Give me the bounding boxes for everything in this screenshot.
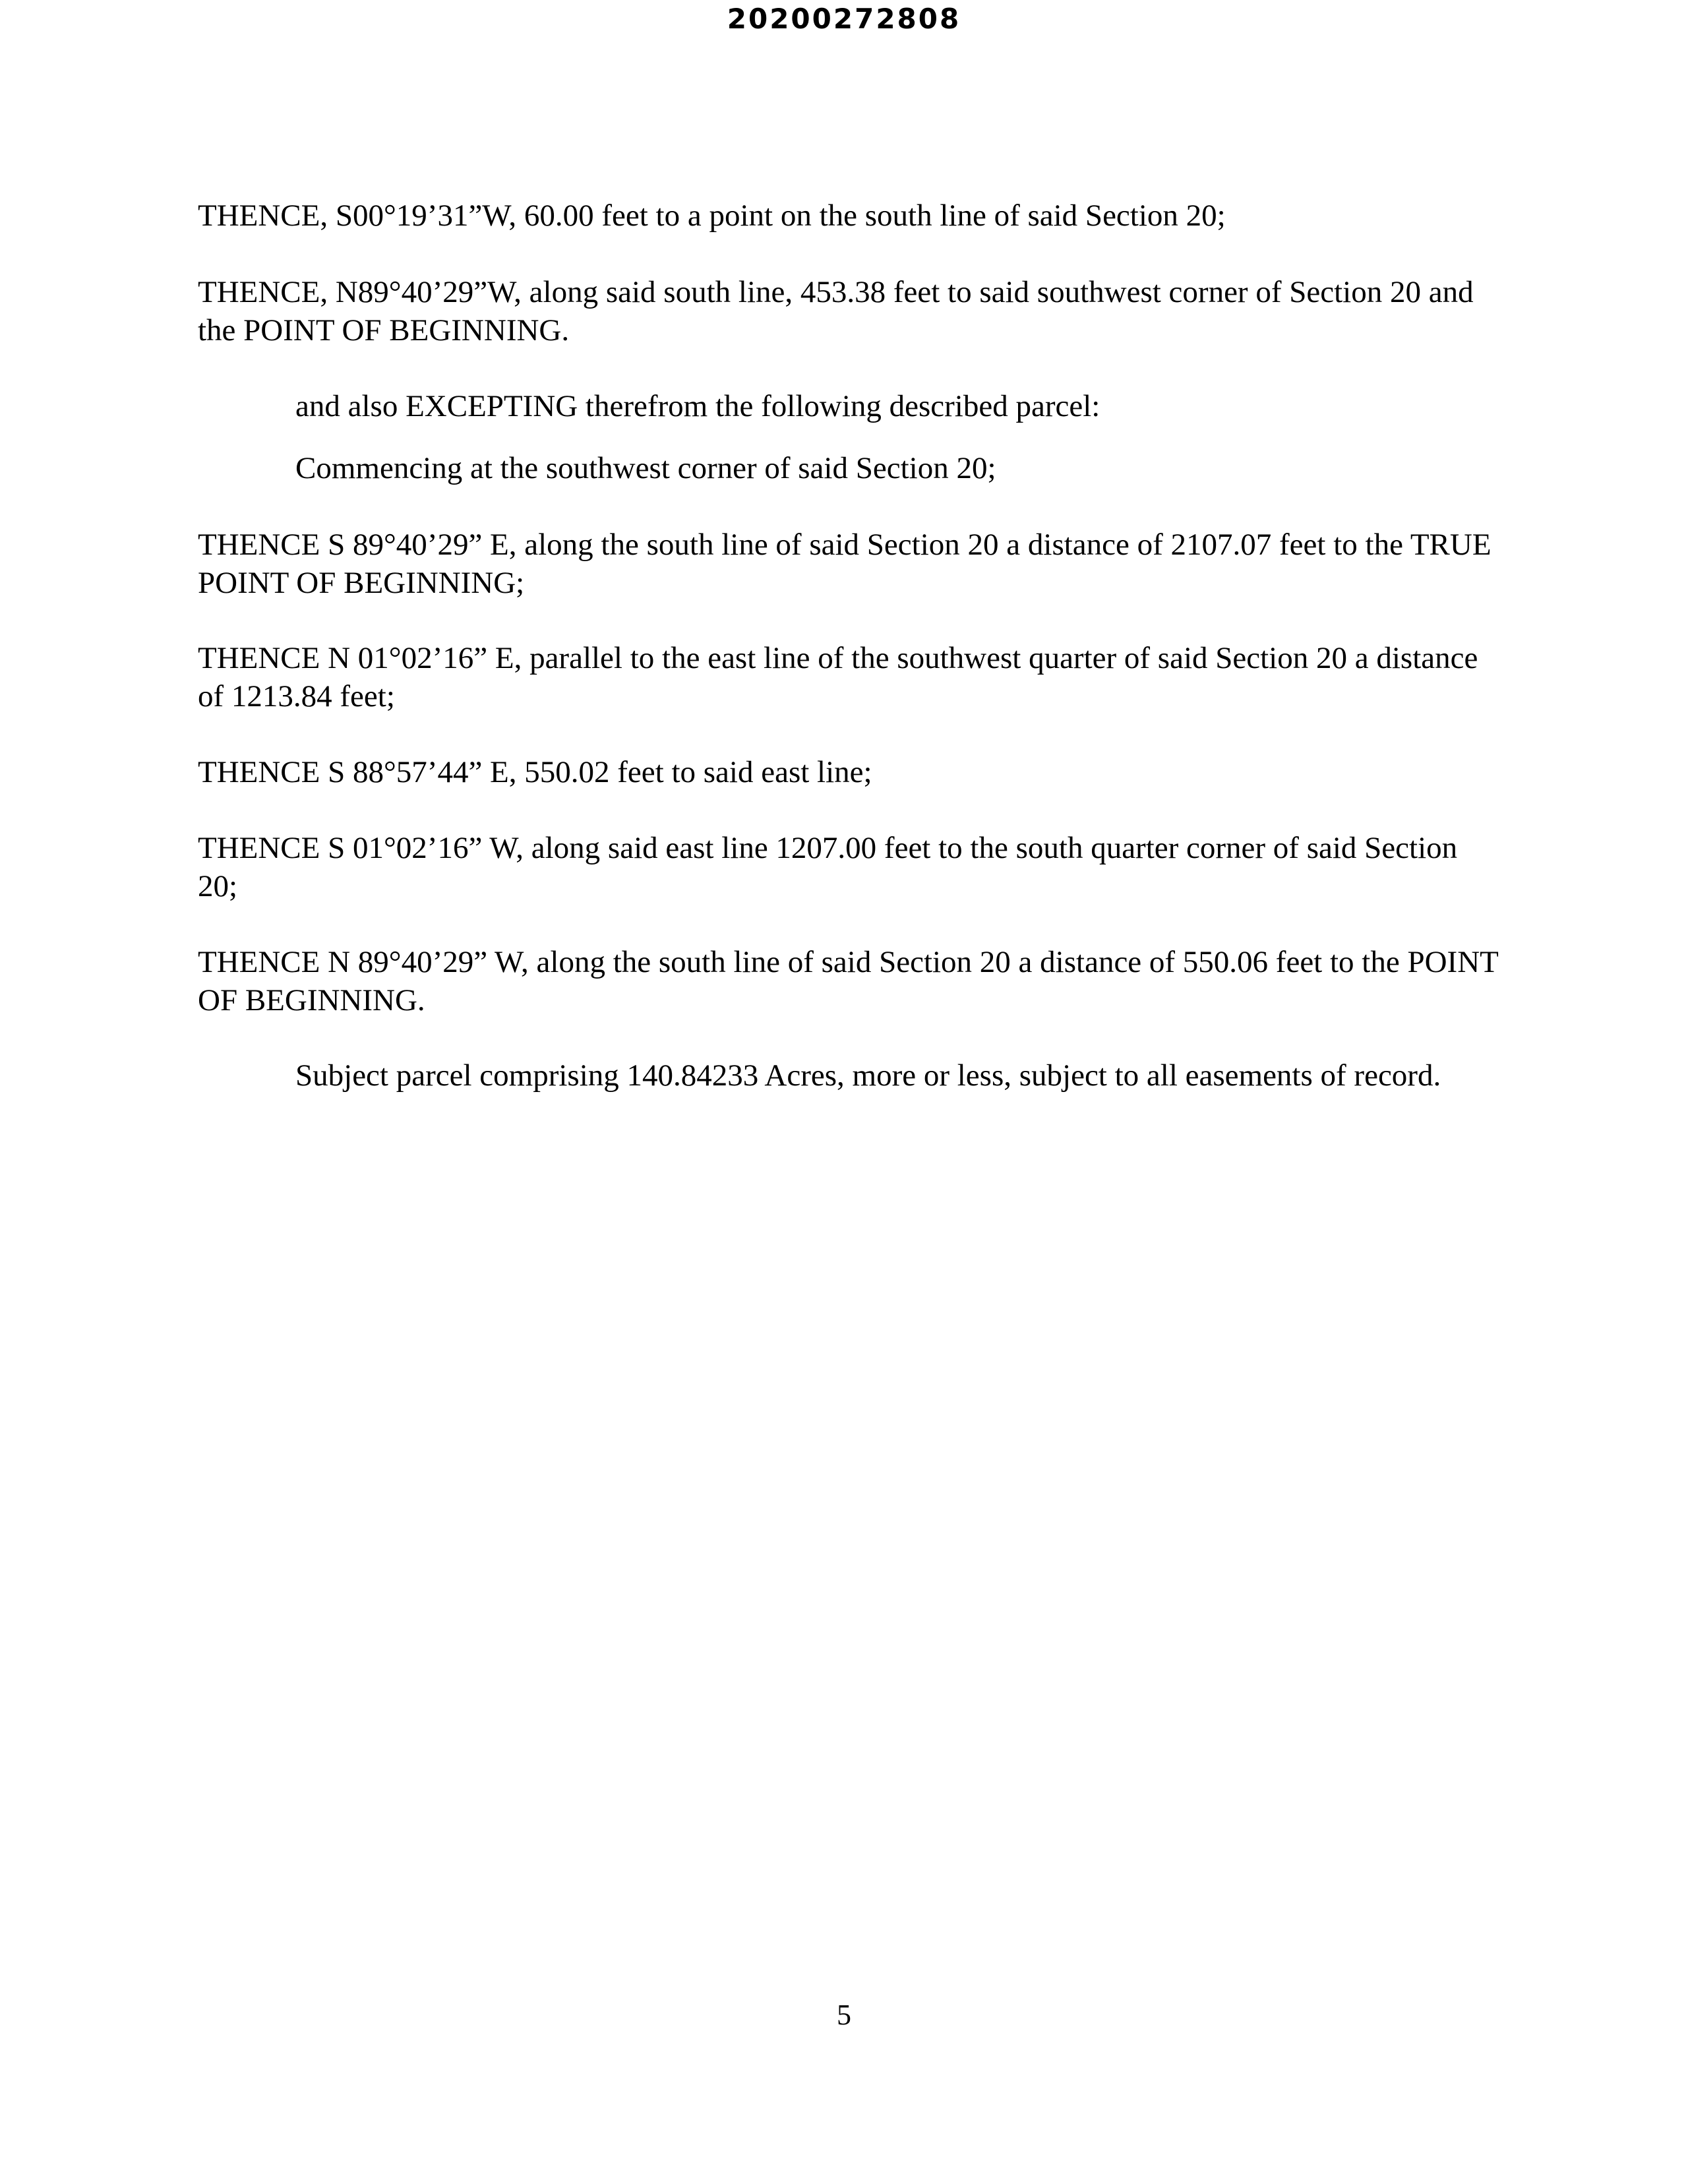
paragraph-subject-parcel: Subject parcel comprising 140.84233 Acres, more or less, subject to all easements of record. [295, 1058, 1441, 1093]
paragraph-thence-7: THENCE N 89°40’29” W, along the south line of said Section 20 a distance of 550.06 feet to the POINT OF BEGINNING. [198, 945, 1499, 1017]
paragraph-thence-4: THENCE N 01°02’16” E, parallel to the east line of the southwest quarter of said Section 20 a distance of 1213.84 feet; [198, 641, 1478, 713]
paragraph-thence-1: THENCE, S00°19’31”W, 60.00 feet to a point on the south line of said Section 20; [198, 198, 1226, 233]
paragraph-thence-6: THENCE S 01°02’16” W, along said east line 1207.00 feet to the south quarter corner of said Section 20; [198, 831, 1458, 903]
document-number: 20200272808 [727, 3, 961, 35]
paragraph-commencing: Commencing at the southwest corner of said Section 20; [295, 451, 996, 485]
paragraph-thence-2: THENCE, N89°40’29”W, along said south line, 453.38 feet to said southwest corner of Section 20 and the POINT OF BEGINNING. [198, 275, 1474, 348]
paragraph-thence-3: THENCE S 89°40’29” E, along the south line of said Section 20 a distance of 2107.07 feet to the TRUE POINT OF BEGINNING; [198, 528, 1492, 600]
paragraph-excepting: and also EXCEPTING therefrom the following described parcel: [295, 389, 1100, 423]
paragraph-thence-5: THENCE S 88°57’44” E, 550.02 feet to said east line; [198, 755, 872, 789]
page-number: 5 [837, 1999, 851, 2031]
